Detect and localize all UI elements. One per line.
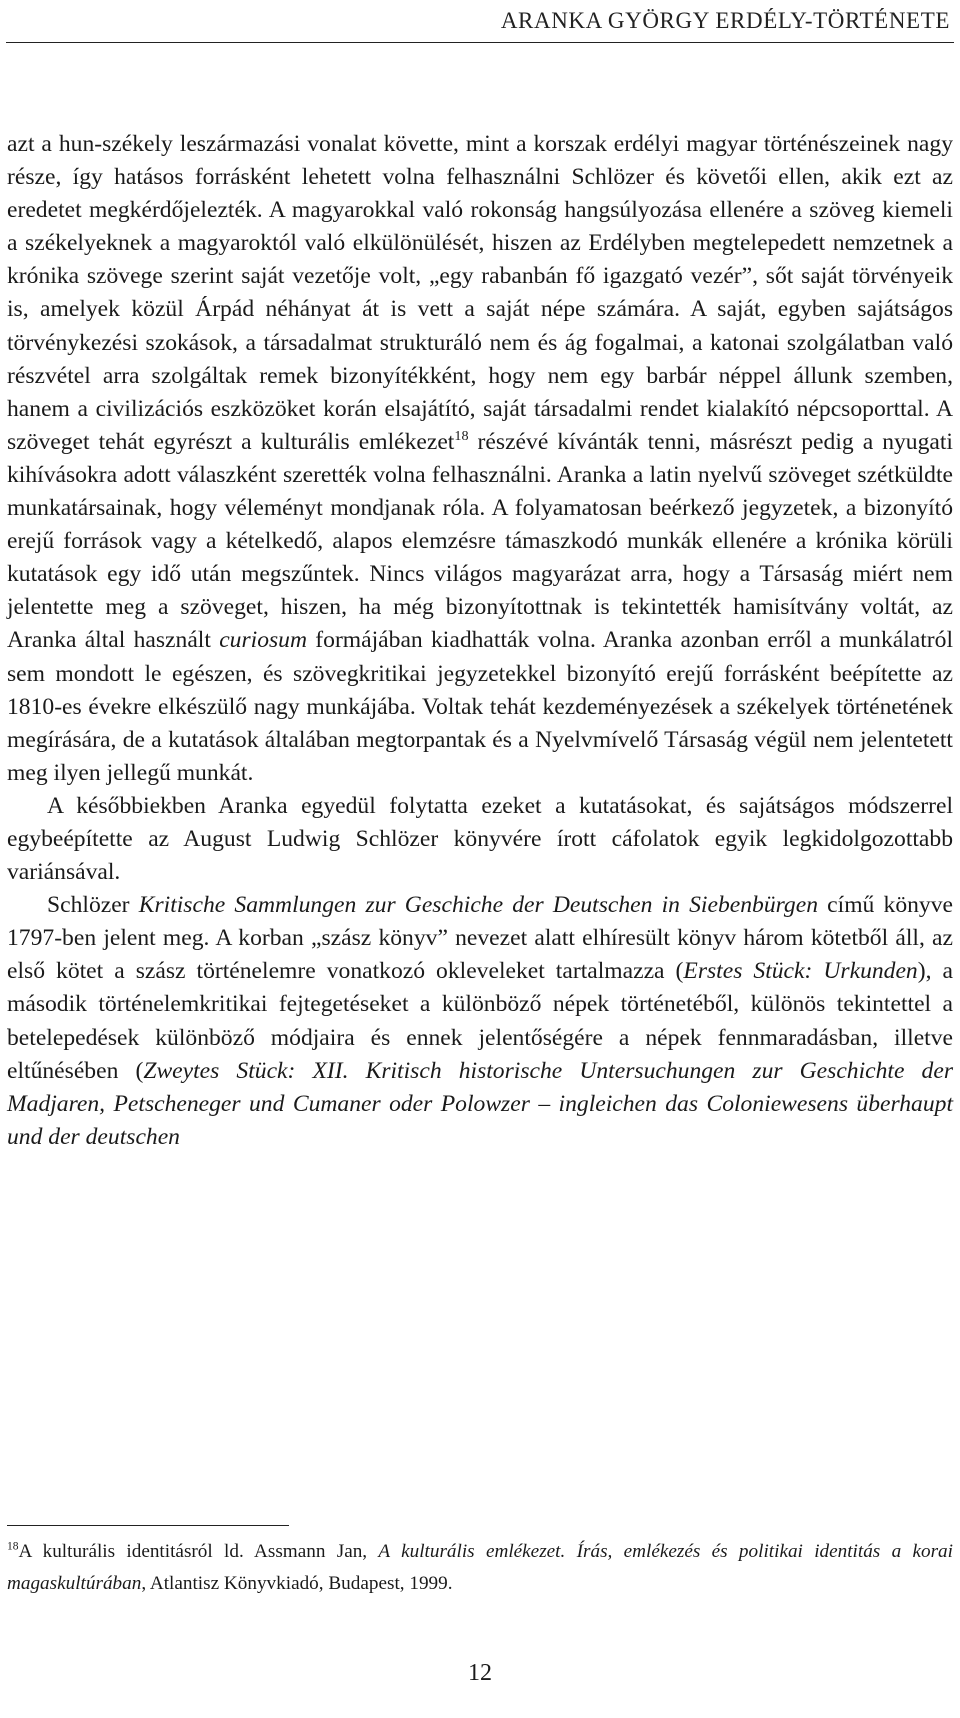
paragraph-3-part-3: ), a második történelemkritikai fejtegetéseket a különböző népek történetéből, különös tekintettel a betelepedések különböző módjaira és ennek jelentőségére a népek fennmaradásban, illetve eltűnésében ( bbox=[7, 958, 953, 1084]
paragraph-3-book-title: Kritische Sammlungen zur Geschiche der Deutschen in Siebenbürgen bbox=[138, 892, 818, 919]
running-header-title: ARANKA GYÖRGY ERDÉLY-TÖRTÉNETE bbox=[500, 8, 950, 33]
footnote-reference[interactable]: 18 bbox=[454, 427, 469, 444]
page-number: 12 bbox=[468, 1660, 492, 1686]
footnote-number: 18 bbox=[7, 1540, 19, 1553]
paragraph-1-part-1: azt a hun-székely leszármazási vonalat követte, mint a korszak erdélyi magyar történészeinek nagy része, így hatásos forrásként lehetett volna felhasználni Schlözer és követői ellen, akik ezt az eredetet megkérdőjelezték. A magyarokkal való rokonság hangsúlyozása ellenére a szöveg kiemeli a székelyeknek a magyaroktól való elkülönülését, hiszen az Erdélyben megtelepedett nemzetnek a krónika szövege szerint saját vezetője volt, „egy rabanbán fő igazgató vezér”, sőt saját törvényeik is, amelyek közül Árpád néhányat át is vett a saját népe számára. A saját, egyben sajátságos törvénykezési szokások, a társadalmat strukturáló nem és ág fogalmai, a katonai szolgálatban való részvétel arra szolgáltak remek bizonyítékként, hogy nem egy barbár néppel állunk szemben, hanem a civilizációs eszközöket korán elsajátító, saját társadalmi rendet kialakító népcsoporttal. A szöveget tehát egyrészt a kulturális emlékezet bbox=[7, 131, 953, 455]
paragraph-3 bbox=[7, 889, 953, 1154]
paragraph-1-italic-term: curiosum bbox=[219, 627, 308, 654]
footnote-separator bbox=[7, 1525, 289, 1526]
footnote-cited-title: A kulturális emlékezet. Írás, emlékezés és politikai identitás a korai magaskultúrában bbox=[7, 1541, 953, 1594]
main-text bbox=[7, 128, 953, 1154]
running-header bbox=[6, 4, 954, 43]
paragraph-1 bbox=[7, 128, 953, 790]
footnote bbox=[7, 1536, 953, 1600]
paragraph-3-volume-title-2: Zweytes Stück: XII. Kritisch historische Untersuchungen zur Geschichte der Madjaren, Petscheneger und Cumaner oder Polowzer – ingleichen das Coloniewesens überhaupt und der deutschen bbox=[7, 1057, 953, 1150]
paragraph-2: A későbbiekben Aranka egyedül folytatta ezeket a kutatásokat, és sajátságos módszerrel egybeépítette az August Ludwig Schlözer könyvére írott cáfolatok egyik legkidolgozottabb variánsával. bbox=[7, 792, 953, 886]
paragraph-1-part-3: formájában kiadhatták volna. Aranka azonban erről a munkálatról sem mondott le egészen, és szövegkritikai jegyzetekkel bizonyító erejű forrásként beépítette az 1810-es évekre elkészülő nagy munkájába. Voltak tehát kezdeményezések a székelyek történetének megírására, de a kutatások általában megtorpantak és a Nyelvmívelő Társaság végül nem jelentetett meg ilyen jellegű munkát. bbox=[7, 627, 954, 786]
paragraph-1-part-2: részévé kívánták tenni, másrészt pedig a nyugati kihívásokra adott válaszként szerették volna felhasználni. Aranka a latin nyelvű szöveget szétküldte munkatársainak, hogy véleményt mondjanak róla. A folyamatosan beérkező jegyzetek, a bizonyító erejű források vagy a kételkedő, alapos elemzésre támaszkodó munkák ellenére a krónika körüli kutatások egy idő után megszűntek. Nincs világos magyarázat arra, hogy a Társaság miért nem jelentette meg a szöveget, hiszen, ha még bizonyítottnak is tekintették hamisítvány voltát, az Aranka által használt bbox=[7, 428, 953, 654]
footnote-text-1: A kulturális identitásról ld. Assmann Jan, bbox=[18, 1541, 379, 1562]
paragraph-3-volume-title-1: Erstes Stück: Urkunden bbox=[683, 958, 918, 985]
paragraph-3-part-2: című könyve 1797-ben jelent meg. A korban „szász könyv” nevezet alatt elhíresült könyv három kötetből áll, az első kötet a szász történelemre vonatkozó okleveleket tartalmazza ( bbox=[7, 892, 953, 985]
footnote-text-2: , Atlantisz Könyvkiadó, Budapest, 1999. bbox=[141, 1573, 453, 1594]
paragraph-3-part-1: Schlözer bbox=[47, 892, 139, 919]
